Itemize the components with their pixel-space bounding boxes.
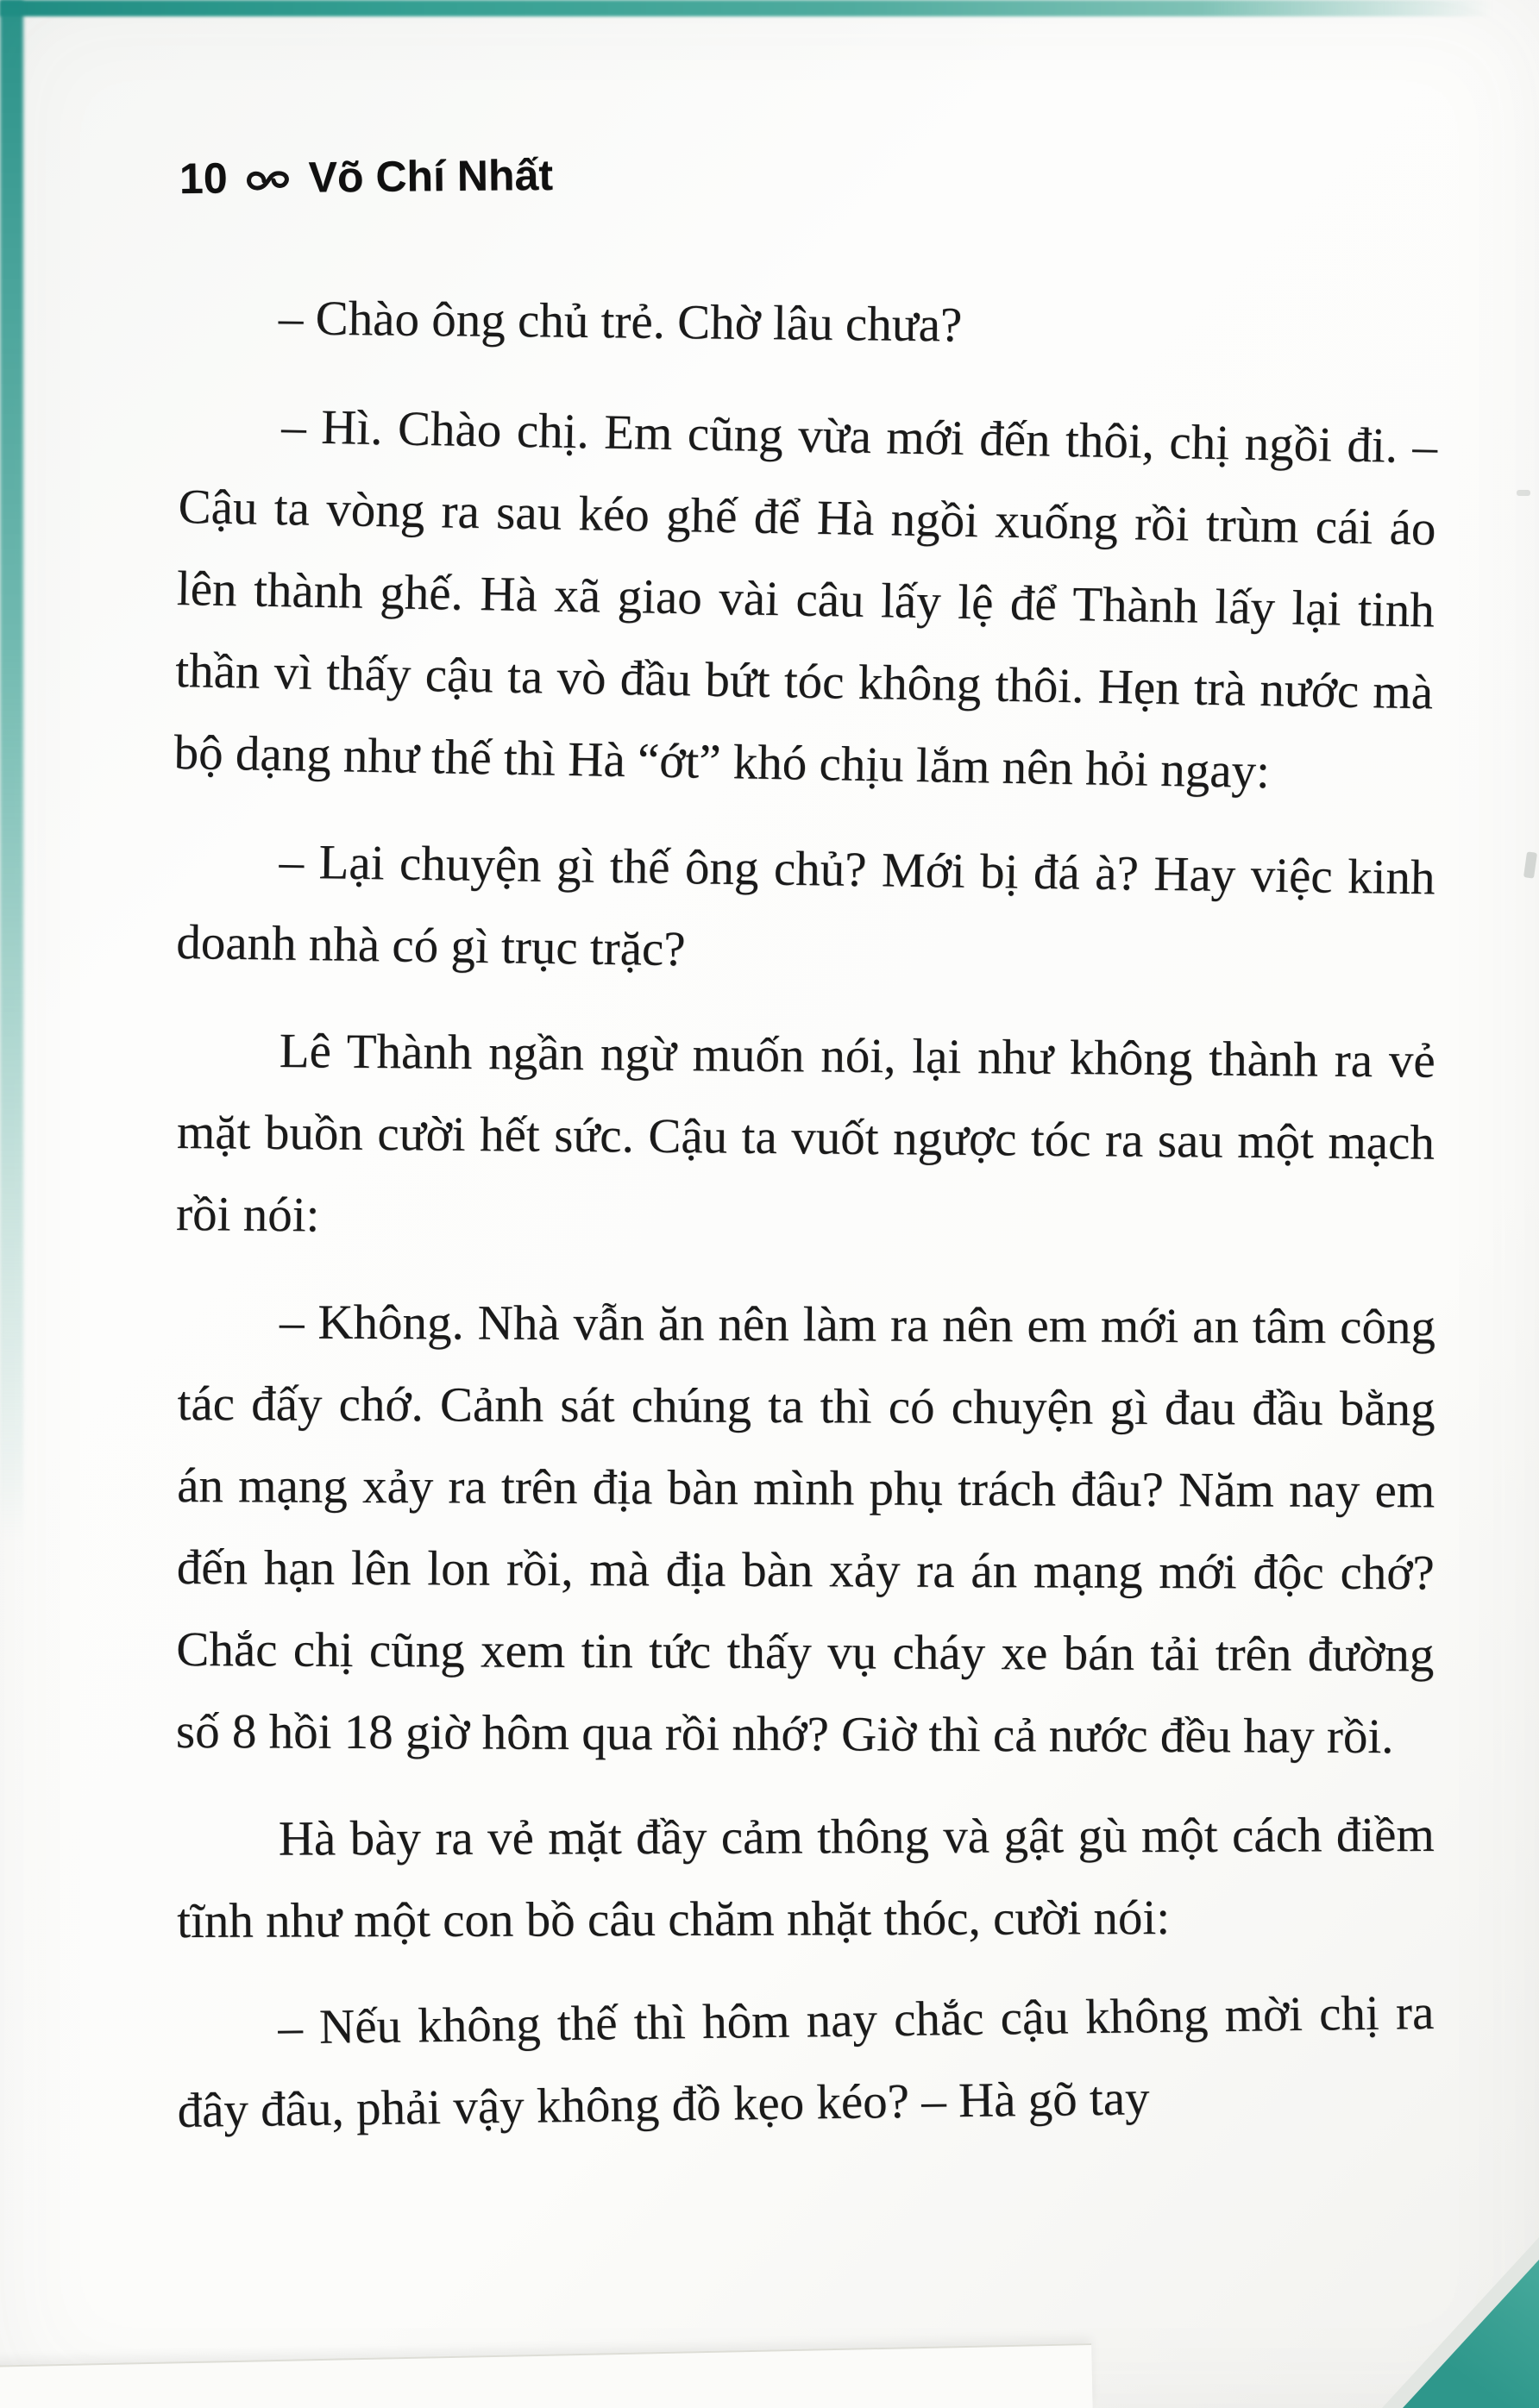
scan-smudge: [1523, 851, 1537, 878]
paragraph: – Hì. Chào chị. Em cũng vừa mới đến thôi, chị ngồi đi. – Cậu ta vòng ra sau kéo ghế để Hà ngồi xuống rồi trùm cái áo lên thành ghế. Hà xã giao vài câu lấy lệ để Thành lấy lại tinh thần vì thấy cậu ta vò đầu bứt tóc không thôi. Hẹn trà nước mà bộ dạng như thế thì Hà “ớt” khó chịu lắm nên hỏi ngay:: [173, 399, 1438, 800]
paragraph: – Chào ông chủ trẻ. Chờ lâu chưa?: [278, 291, 963, 353]
author-name: Võ Chí Nhất: [308, 150, 554, 202]
body-text: [173, 276, 1438, 2178]
running-header: [179, 150, 553, 204]
cover-edge-top: [0, 0, 1539, 16]
scan-smudge: [1517, 490, 1530, 496]
ornament-icon: [242, 159, 292, 198]
paragraph: Hà bày ra vẻ mặt đầy cảm thông và gật gù một cách điềm tĩnh như một con bồ câu chăm nhặt thóc, cười nói:: [177, 1807, 1435, 1948]
paragraph: Lê Thành ngần ngừ muốn nói, lại như không thành ra vẻ mặt buồn cười hết sức. Cậu ta vuốt ngược tóc ra sau một mạch rồi nói:: [175, 1024, 1436, 1243]
paragraph: – Nếu không thế thì hôm nay chắc cậu không mời chị ra đây đâu, phải vậy không đồ kẹo kéo? – Hà gõ tay: [177, 1985, 1435, 2138]
cover-edge-left: [0, 0, 23, 1541]
paragraph: – Không. Nhà vẫn ăn nên làm ra nên em mới an tâm công tác đấy chớ. Cảnh sát chúng ta thì có chuyện gì đau đầu bằng án mạng xảy ra trên địa bàn mình phụ trách đâu? Năm nay em đến hạn lên lon rồi, mà địa bàn xảy ra án mạng mới độc chớ? Chắc chị cũng xem tin tức thấy vụ cháy xe bán tải trên đường số 8 hồi 18 giờ hôm qua rồi nhớ? Giờ thì cả nước đều hay rồi.: [175, 1295, 1436, 1765]
paragraph: – Lại chuyện gì thế ông chủ? Mới bị đá à? Hay việc kinh doanh nhà có gì trục trặc?: [175, 834, 1435, 977]
page-bottom-edge: [0, 2343, 1093, 2408]
page-number: 10: [179, 154, 228, 204]
